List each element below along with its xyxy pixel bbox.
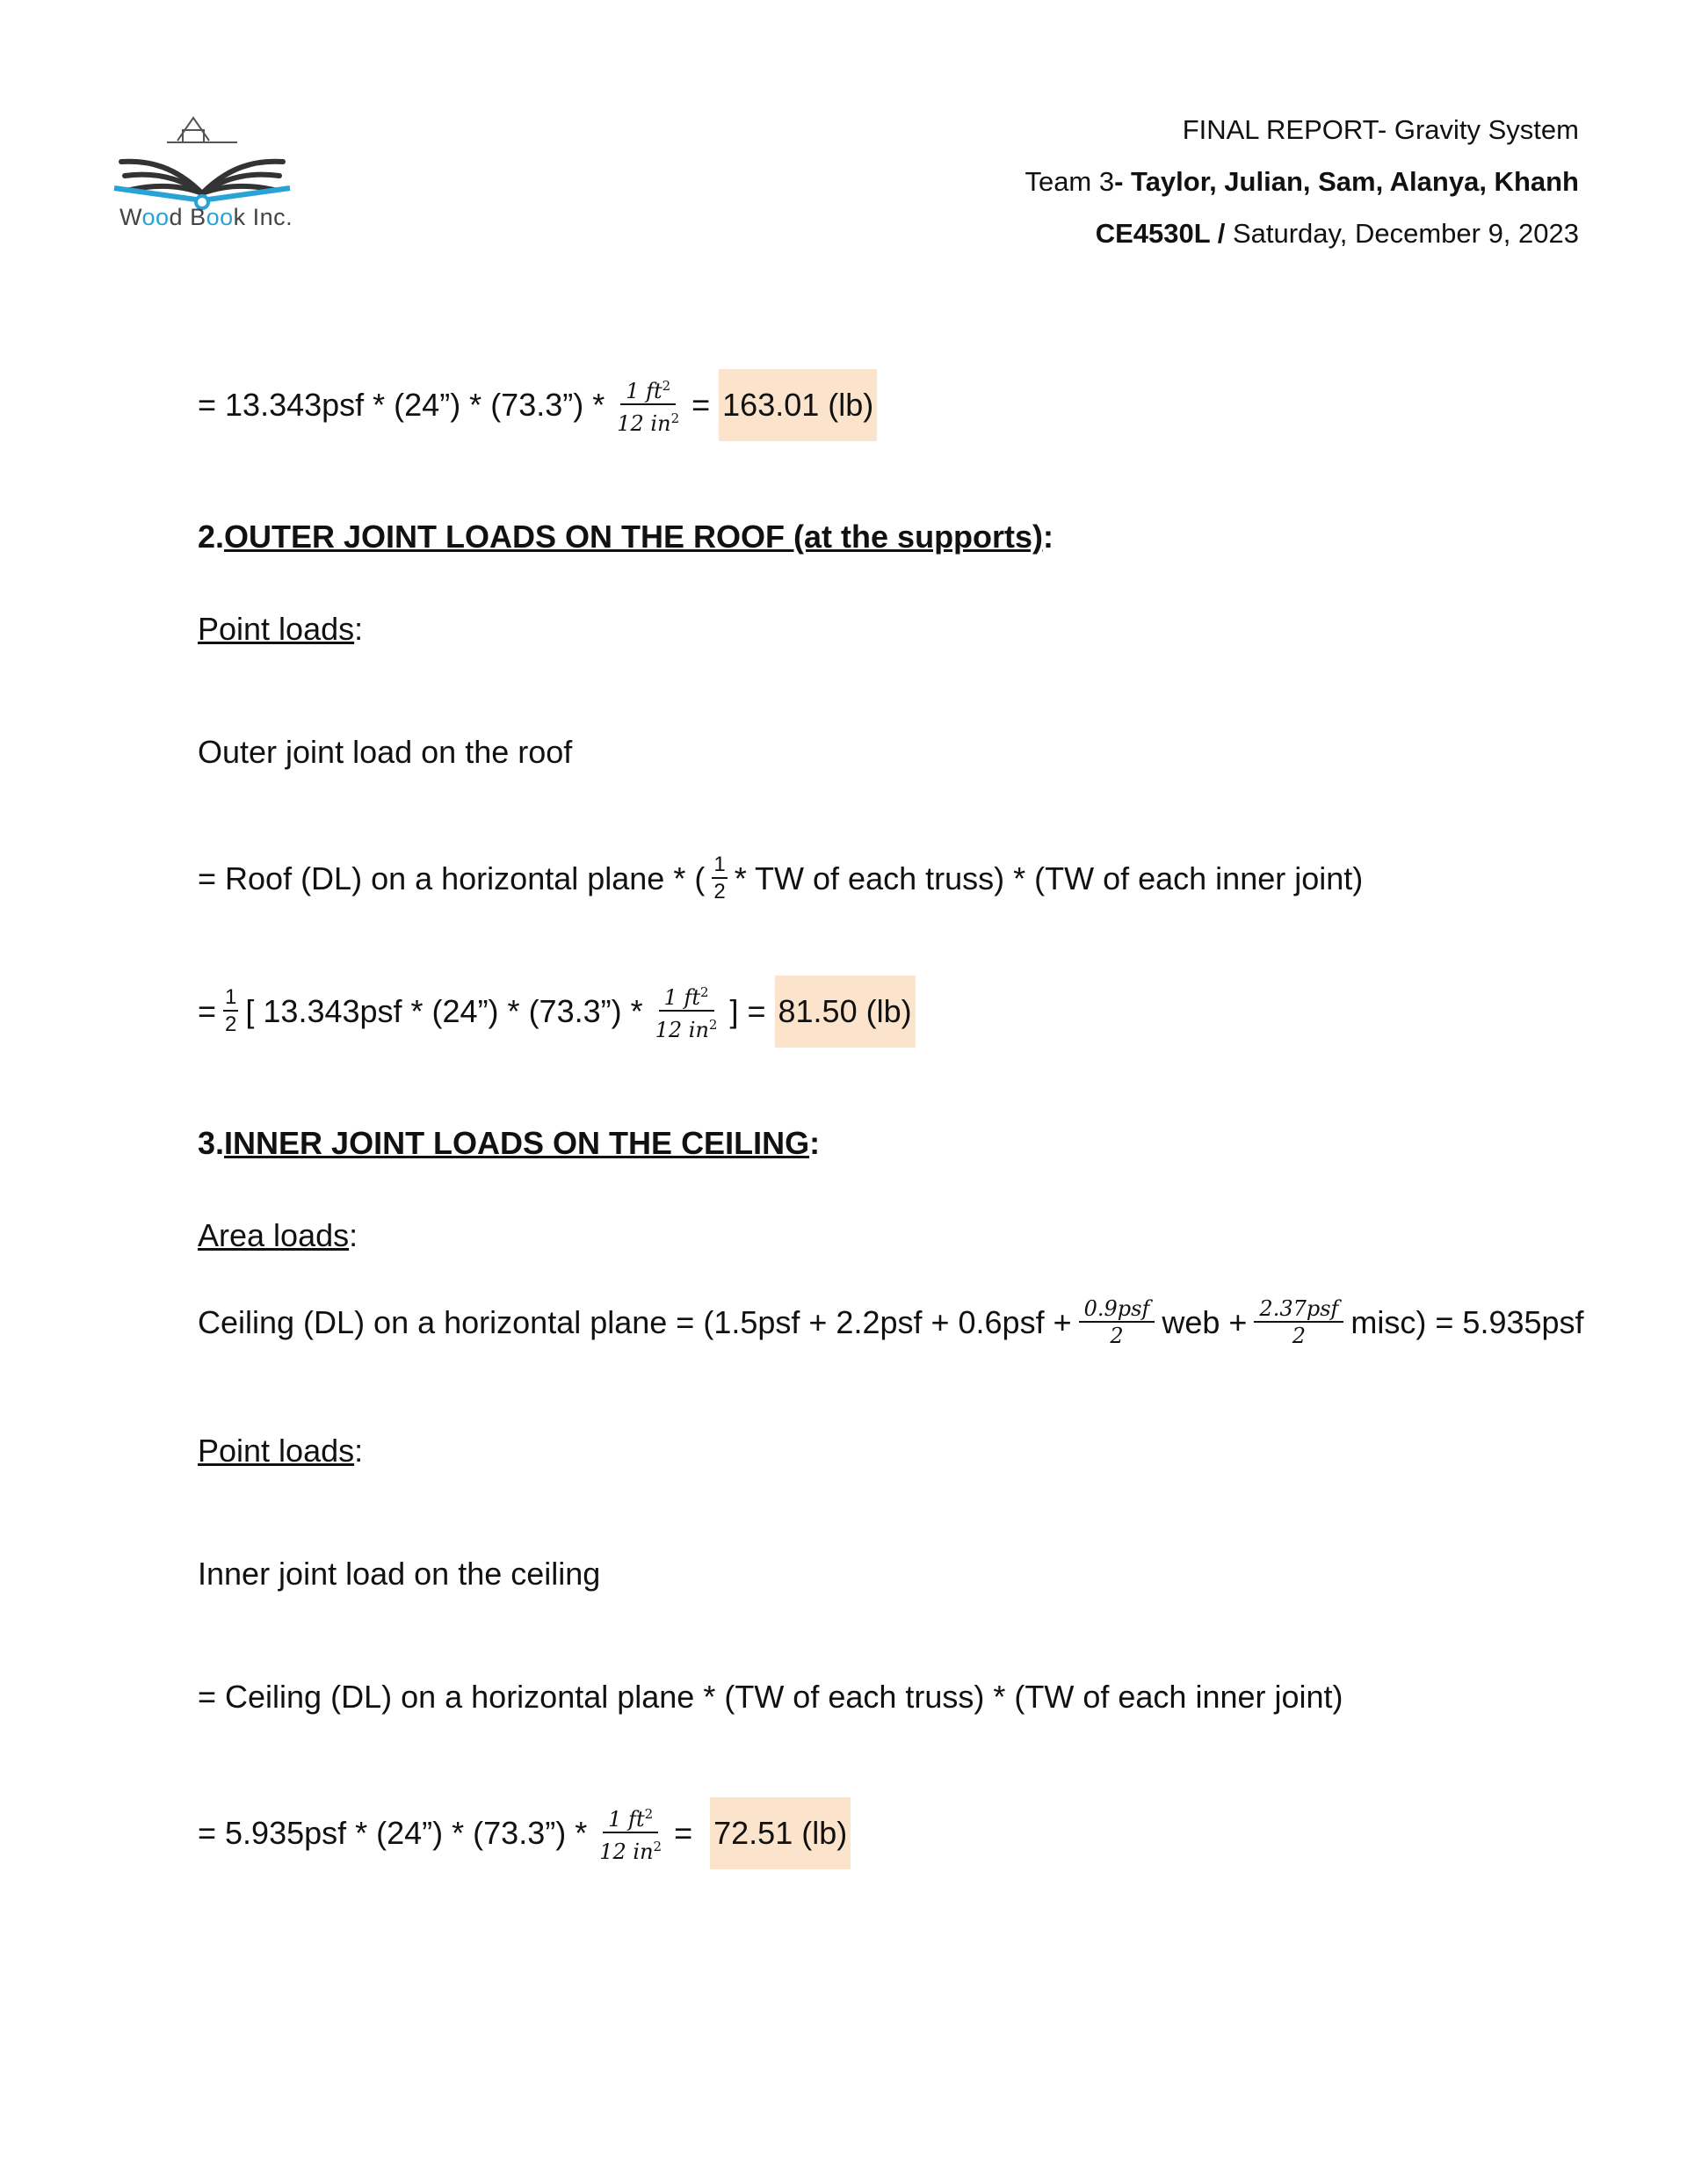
course-date-line: CE4530L / Saturday, December 9, 2023	[1095, 218, 1579, 249]
equation-inner-joint-formula: = Ceiling (DL) on a horizontal plane * (TW of each truss) * (TW of each inner joint)	[198, 1679, 1343, 1715]
open-book-icon	[121, 162, 283, 193]
report-title: FINAL REPORT- Gravity System	[1182, 114, 1579, 145]
subheading-point-loads-2: Point loads :	[198, 1433, 364, 1469]
house-icon	[167, 118, 237, 142]
outer-joint-text: Outer joint load on the roof	[198, 734, 573, 770]
equation-outer-joint-value: = $\frac{1}{2}$ [ 13.343psf * (24”) * (73.3”) * $\frac{1 ft^2}{12 in^2}$ ] = 81.50 (lb)	[198, 976, 916, 1048]
equation-ceiling-dead-load: Ceiling (DL) on a horizontal plane = (1.5psf + 2.2psf + 0.6psf + $\frac{\text{0.9psf}}{2}$ web + $\frac{\text{2.37psf}}{2}$ misc) = 5.935psf	[198, 1296, 1584, 1348]
inner-joint-text: Inner joint load on the ceiling	[198, 1556, 601, 1592]
result-highlight: 81.50 (lb)	[775, 976, 916, 1048]
section-heading-outer-joint: 2. OUTER JOINT LOADS ON THE ROOF (at the supports) :	[198, 519, 1054, 555]
report-header	[1025, 104, 1579, 259]
equation-inner-joint-value: = 5.935psf * (24”) * (73.3”) * $\frac{1 ft^2}{12 in^2}$ = 72.51 (lb)	[198, 1797, 851, 1869]
team-line: Team 3- Taylor, Julian, Sam, Alanya, Khanh	[1025, 166, 1579, 197]
subheading-point-loads: Point loads :	[198, 611, 364, 647]
logo-text: Wood Book Inc.	[119, 204, 293, 230]
equation-roof-inner-load: = 13.343psf * (24”) * (73.3”) * $\frac{1 ft^2}{12 in^2}$ = 163.01 (lb)	[198, 369, 877, 441]
result-highlight: 72.51 (lb)	[710, 1797, 851, 1869]
section-heading-inner-joint-ceiling: 3. INNER JOINT LOADS ON THE CEILING :	[198, 1125, 821, 1161]
unit-conversion-fraction: $\frac{1 ft^2}{12 in^2}$	[612, 374, 684, 437]
result-highlight: 163.01 (lb)	[719, 369, 877, 441]
subheading-area-loads: Area loads :	[198, 1217, 358, 1253]
equation-outer-joint-formula: = Roof (DL) on a horizontal plane * ( $\frac{1}{2}$ * TW of each truss) * (TW of each inner joint)	[198, 853, 1364, 903]
